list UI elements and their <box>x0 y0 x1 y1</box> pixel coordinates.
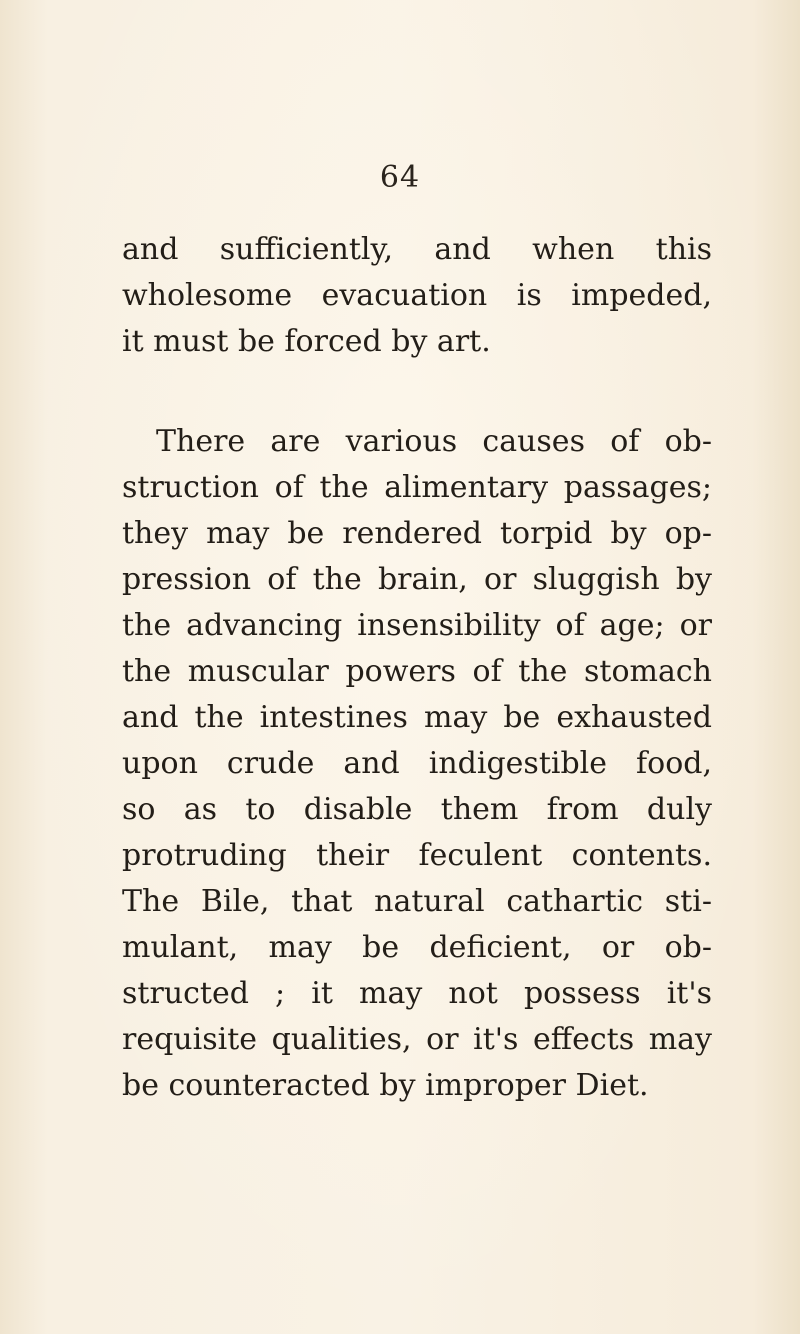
text-line: upon crude and indigestible food, <box>122 746 712 781</box>
page-number: 64 <box>379 160 421 195</box>
paragraph <box>122 227 712 365</box>
text-line: so as to disable them from duly <box>122 792 712 827</box>
text-line: struction of the alimentary passages; <box>122 470 712 505</box>
paragraph <box>122 419 712 1109</box>
text-line: and the intestines may be exhausted <box>122 700 712 735</box>
body-text <box>122 227 712 1109</box>
text-line: There are various causes of ob- <box>156 424 712 459</box>
paragraph-gap <box>122 365 712 419</box>
text-line: it must be forced by art. <box>122 324 491 359</box>
text-line: be counteracted by improper Diet. <box>122 1068 649 1103</box>
text-line: requisite qualities, or it's effects may <box>122 1022 712 1057</box>
text-line: protruding their feculent contents. <box>122 838 712 873</box>
text-line: they may be rendered torpid by op- <box>122 516 712 551</box>
text-line: the advancing insensibility of age; or <box>122 608 712 643</box>
text-line: wholesome evacuation is impeded, <box>122 278 712 313</box>
text-line: pression of the brain, or sluggish by <box>122 562 712 597</box>
text-line: structed ; it may not possess it's <box>122 976 712 1011</box>
text-line: the muscular powers of the stomach <box>122 654 712 689</box>
text-line: mulant, may be deficient, or ob- <box>122 930 712 965</box>
text-line: The Bile, that natural cathartic sti- <box>122 884 712 919</box>
text-line: and sufficiently, and when this <box>122 232 712 267</box>
